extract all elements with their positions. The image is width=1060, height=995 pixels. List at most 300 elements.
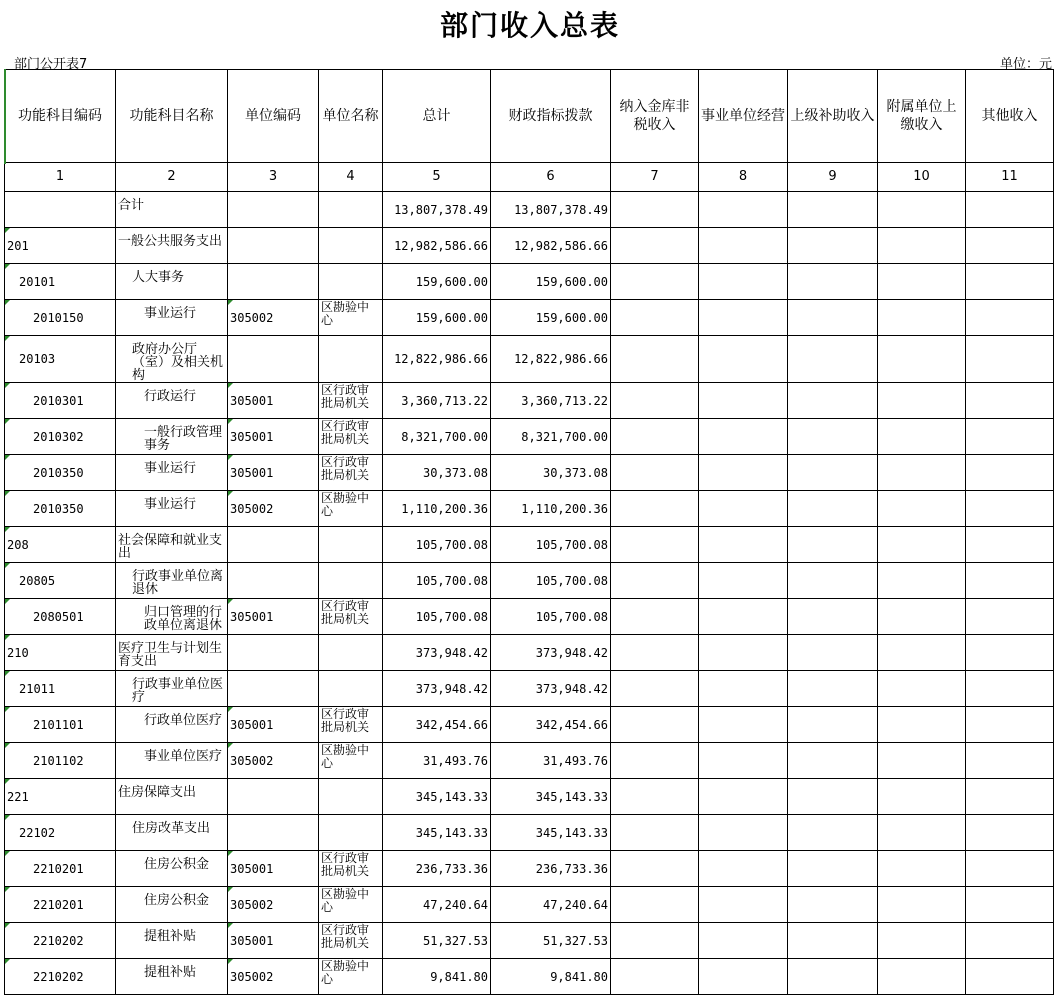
fiscal-allocation-cell[interactable] (491, 851, 611, 887)
table-row[interactable] (5, 192, 1054, 228)
total-cell[interactable] (383, 779, 491, 815)
function-name-cell[interactable] (116, 851, 228, 887)
total-cell[interactable] (383, 671, 491, 707)
table-row[interactable] (5, 300, 1054, 336)
empty-amount-cell[interactable] (966, 527, 1054, 563)
unit-name-cell[interactable] (319, 264, 383, 300)
empty-amount-cell[interactable] (699, 923, 788, 959)
empty-amount-cell[interactable] (966, 959, 1054, 995)
empty-amount-cell[interactable] (699, 815, 788, 851)
total-cell[interactable] (383, 527, 491, 563)
empty-amount-cell[interactable] (699, 455, 788, 491)
fiscal-allocation-cell[interactable] (491, 383, 611, 419)
fiscal-allocation-cell[interactable] (491, 599, 611, 635)
function-code-cell[interactable] (5, 383, 116, 419)
total-cell[interactable] (383, 192, 491, 228)
fiscal-allocation-cell-text: 373,948.42 (535, 681, 608, 696)
fiscal-allocation-cell-text: 31,493.76 (542, 753, 608, 768)
unit-code-cell-text: 305002 (230, 501, 274, 516)
fiscal-allocation-cell[interactable] (491, 635, 611, 671)
fiscal-allocation-cell[interactable] (491, 455, 611, 491)
empty-amount-cell[interactable] (699, 671, 788, 707)
empty-amount-cell[interactable] (611, 192, 699, 228)
empty-amount-cell[interactable] (699, 707, 788, 743)
table-row[interactable] (5, 563, 1054, 599)
empty-amount-cell[interactable] (611, 563, 699, 599)
function-name-cell[interactable] (116, 923, 228, 959)
unit-code-cell[interactable] (228, 923, 319, 959)
function-code-cell[interactable] (5, 923, 116, 959)
function-name-cell[interactable] (116, 887, 228, 923)
table-row[interactable] (5, 923, 1054, 959)
fiscal-allocation-cell[interactable] (491, 228, 611, 264)
unit-name-cell[interactable] (319, 707, 383, 743)
total-cell-text: 47,240.64 (422, 897, 488, 912)
empty-amount-cell[interactable] (966, 228, 1054, 264)
empty-amount-cell[interactable] (966, 599, 1054, 635)
empty-amount-cell[interactable] (878, 563, 966, 599)
unit-code-cell[interactable] (228, 264, 319, 300)
unit-name-cell[interactable] (319, 383, 383, 419)
header-cell: 附属单位上缴收入 (878, 70, 966, 163)
unit-code-cell[interactable] (228, 851, 319, 887)
table-row[interactable] (5, 815, 1054, 851)
empty-amount-cell[interactable] (699, 851, 788, 887)
total-cell[interactable] (383, 491, 491, 527)
empty-amount-cell[interactable] (699, 527, 788, 563)
empty-amount-cell[interactable] (878, 851, 966, 887)
function-code-cell[interactable] (5, 707, 116, 743)
empty-amount-cell[interactable] (788, 923, 878, 959)
total-cell[interactable] (383, 635, 491, 671)
table-row[interactable] (5, 527, 1054, 563)
cell-marker (5, 455, 10, 460)
function-name-cell-text: 提租补贴 (144, 929, 197, 944)
table-row[interactable] (5, 599, 1054, 635)
empty-amount-cell[interactable] (878, 383, 966, 419)
function-name-cell[interactable] (116, 671, 228, 707)
function-name-cell[interactable] (116, 635, 228, 671)
empty-amount-cell[interactable] (878, 192, 966, 228)
total-cell-text: 105,700.08 (415, 537, 488, 552)
fiscal-allocation-cell-text: 8,321,700.00 (521, 429, 608, 444)
empty-amount-cell[interactable] (611, 635, 699, 671)
unit-name-cell[interactable] (319, 491, 383, 527)
empty-amount-cell[interactable] (878, 300, 966, 336)
function-code-cell[interactable] (5, 959, 116, 995)
empty-amount-cell[interactable] (788, 228, 878, 264)
unit-name-cell[interactable] (319, 527, 383, 563)
function-code-cell[interactable] (5, 192, 116, 228)
total-cell[interactable] (383, 383, 491, 419)
empty-amount-cell[interactable] (788, 743, 878, 779)
total-cell[interactable] (383, 887, 491, 923)
empty-amount-cell[interactable] (878, 887, 966, 923)
function-name-cell[interactable] (116, 599, 228, 635)
function-name-cell[interactable] (116, 815, 228, 851)
empty-amount-cell[interactable] (878, 491, 966, 527)
total-cell[interactable] (383, 563, 491, 599)
total-cell[interactable] (383, 300, 491, 336)
function-code-cell[interactable] (5, 336, 116, 383)
fiscal-allocation-cell-text: 12,822,986.66 (514, 352, 608, 366)
column-number: 6 (491, 163, 611, 192)
function-name-cell[interactable] (116, 419, 228, 455)
function-name-cell[interactable] (116, 959, 228, 995)
empty-amount-cell[interactable] (966, 192, 1054, 228)
empty-amount-cell[interactable] (878, 599, 966, 635)
empty-amount-cell[interactable] (878, 264, 966, 300)
unit-code-cell[interactable] (228, 959, 319, 995)
table-row[interactable] (5, 671, 1054, 707)
function-code-cell[interactable] (5, 419, 116, 455)
empty-amount-cell[interactable] (788, 635, 878, 671)
unit-code-cell[interactable] (228, 491, 319, 527)
unit-name-cell[interactable] (319, 959, 383, 995)
empty-amount-cell[interactable] (611, 419, 699, 455)
unit-code-cell[interactable] (228, 192, 319, 228)
function-code-cell[interactable] (5, 671, 116, 707)
empty-amount-cell[interactable] (966, 383, 1054, 419)
empty-amount-cell[interactable] (611, 455, 699, 491)
unit-name-cell[interactable] (319, 887, 383, 923)
empty-amount-cell[interactable] (699, 419, 788, 455)
fiscal-allocation-cell[interactable] (491, 959, 611, 995)
unit-code-cell[interactable] (228, 336, 319, 383)
empty-amount-cell[interactable] (611, 599, 699, 635)
unit-name-cell-text: 区行政审批局机关 (321, 599, 370, 626)
empty-amount-cell[interactable] (699, 959, 788, 995)
total-cell[interactable] (383, 959, 491, 995)
table-row[interactable] (5, 959, 1054, 995)
function-name-cell[interactable] (116, 563, 228, 599)
fiscal-allocation-cell[interactable] (491, 563, 611, 599)
total-cell[interactable] (383, 851, 491, 887)
function-name-cell[interactable] (116, 383, 228, 419)
empty-amount-cell[interactable] (699, 563, 788, 599)
empty-amount-cell[interactable] (699, 491, 788, 527)
fiscal-allocation-cell[interactable] (491, 192, 611, 228)
unit-code-cell[interactable] (228, 887, 319, 923)
fiscal-allocation-cell[interactable] (491, 527, 611, 563)
unit-code-cell[interactable] (228, 419, 319, 455)
empty-amount-cell[interactable] (788, 959, 878, 995)
empty-amount-cell[interactable] (878, 336, 966, 383)
table-row[interactable] (5, 779, 1054, 815)
empty-amount-cell[interactable] (788, 563, 878, 599)
unit-code-cell[interactable] (228, 707, 319, 743)
empty-amount-cell[interactable] (966, 635, 1054, 671)
fiscal-allocation-cell[interactable] (491, 779, 611, 815)
fiscal-allocation-cell-text: 159,600.00 (535, 310, 608, 325)
fiscal-allocation-cell[interactable] (491, 336, 611, 383)
empty-amount-cell[interactable] (699, 228, 788, 264)
empty-amount-cell[interactable] (878, 455, 966, 491)
function-name-cell[interactable] (116, 336, 228, 383)
table-row[interactable] (5, 455, 1054, 491)
header-cell: 财政指标拨款 (491, 70, 611, 163)
empty-amount-cell[interactable] (966, 419, 1054, 455)
function-name-cell[interactable] (116, 779, 228, 815)
function-name-cell[interactable] (116, 228, 228, 264)
empty-amount-cell[interactable] (966, 491, 1054, 527)
function-code-cell[interactable] (5, 851, 116, 887)
total-cell[interactable] (383, 923, 491, 959)
function-code-cell[interactable] (5, 815, 116, 851)
empty-amount-cell[interactable] (611, 336, 699, 383)
unit-code-cell-text: 305001 (230, 429, 274, 444)
unit-code-cell[interactable] (228, 635, 319, 671)
unit-name-cell[interactable] (319, 851, 383, 887)
empty-amount-cell[interactable] (611, 887, 699, 923)
table-row[interactable] (5, 707, 1054, 743)
unit-name-cell[interactable] (319, 336, 383, 383)
table-row[interactable] (5, 228, 1054, 264)
empty-amount-cell[interactable] (966, 743, 1054, 779)
empty-amount-cell[interactable] (878, 815, 966, 851)
total-cell[interactable] (383, 599, 491, 635)
table-row[interactable] (5, 383, 1054, 419)
empty-amount-cell[interactable] (788, 815, 878, 851)
unit-name-cell[interactable] (319, 923, 383, 959)
function-name-cell[interactable] (116, 192, 228, 228)
total-cell[interactable] (383, 815, 491, 851)
table-row[interactable] (5, 851, 1054, 887)
empty-amount-cell[interactable] (788, 264, 878, 300)
function-code-cell[interactable] (5, 455, 116, 491)
empty-amount-cell[interactable] (611, 228, 699, 264)
empty-amount-cell[interactable] (878, 419, 966, 455)
function-code-cell[interactable] (5, 527, 116, 563)
unit-name-cell[interactable] (319, 300, 383, 336)
cell-marker (5, 264, 10, 269)
function-name-cell[interactable] (116, 743, 228, 779)
empty-amount-cell[interactable] (878, 671, 966, 707)
function-name-cell[interactable] (116, 264, 228, 300)
function-name-cell-text: 社会保障和就业支出 (118, 533, 223, 561)
unit-name-cell[interactable] (319, 563, 383, 599)
function-code-cell[interactable] (5, 264, 116, 300)
unit-code-cell[interactable] (228, 815, 319, 851)
total-cell[interactable] (383, 264, 491, 300)
empty-amount-cell[interactable] (611, 923, 699, 959)
empty-amount-cell[interactable] (788, 851, 878, 887)
empty-amount-cell[interactable] (699, 264, 788, 300)
column-number: 3 (228, 163, 319, 192)
function-name-cell-text: 提租补贴 (144, 965, 197, 980)
empty-amount-cell[interactable] (966, 671, 1054, 707)
table-row[interactable] (5, 887, 1054, 923)
total-cell[interactable] (383, 336, 491, 383)
empty-amount-cell[interactable] (966, 851, 1054, 887)
table-row[interactable] (5, 635, 1054, 671)
empty-amount-cell[interactable] (611, 527, 699, 563)
empty-amount-cell[interactable] (788, 419, 878, 455)
total-cell[interactable] (383, 743, 491, 779)
unit-name-cell[interactable] (319, 228, 383, 264)
table-row[interactable] (5, 419, 1054, 455)
empty-amount-cell[interactable] (699, 743, 788, 779)
fiscal-allocation-cell-text: 1,110,200.36 (521, 501, 608, 516)
unit-code-cell[interactable] (228, 743, 319, 779)
empty-amount-cell[interactable] (966, 923, 1054, 959)
fiscal-allocation-cell[interactable] (491, 743, 611, 779)
empty-amount-cell[interactable] (788, 779, 878, 815)
empty-amount-cell[interactable] (966, 887, 1054, 923)
empty-amount-cell[interactable] (878, 743, 966, 779)
column-number: 4 (319, 163, 383, 192)
unit-name-cell[interactable] (319, 815, 383, 851)
empty-amount-cell[interactable] (966, 455, 1054, 491)
column-number: 1 (5, 163, 116, 192)
cell-marker (5, 336, 10, 341)
unit-name-cell[interactable] (319, 635, 383, 671)
empty-amount-cell[interactable] (878, 959, 966, 995)
total-cell[interactable] (383, 228, 491, 264)
cell-marker (5, 527, 10, 532)
table-row[interactable] (5, 336, 1054, 383)
empty-amount-cell[interactable] (788, 455, 878, 491)
function-code-cell[interactable] (5, 635, 116, 671)
empty-amount-cell[interactable] (966, 336, 1054, 383)
unit-name-cell[interactable] (319, 419, 383, 455)
empty-amount-cell[interactable] (611, 383, 699, 419)
empty-amount-cell[interactable] (611, 491, 699, 527)
function-code-cell[interactable] (5, 228, 116, 264)
empty-amount-cell[interactable] (699, 336, 788, 383)
function-name-cell[interactable] (116, 527, 228, 563)
fiscal-allocation-cell[interactable] (491, 923, 611, 959)
empty-amount-cell[interactable] (788, 887, 878, 923)
empty-amount-cell[interactable] (611, 959, 699, 995)
function-name-cell[interactable] (116, 491, 228, 527)
unit-name-cell-text: 区行政审批局机关 (321, 419, 370, 446)
fiscal-allocation-cell[interactable] (491, 300, 611, 336)
function-code-cell[interactable] (5, 743, 116, 779)
empty-amount-cell[interactable] (788, 383, 878, 419)
empty-amount-cell[interactable] (699, 887, 788, 923)
cell-marker (5, 887, 10, 892)
unit-code-cell[interactable] (228, 300, 319, 336)
empty-amount-cell[interactable] (966, 563, 1054, 599)
function-code-cell[interactable] (5, 563, 116, 599)
empty-amount-cell[interactable] (878, 228, 966, 264)
empty-amount-cell[interactable] (788, 707, 878, 743)
unit-code-cell[interactable] (228, 671, 319, 707)
empty-amount-cell[interactable] (611, 707, 699, 743)
total-cell-text: 12,822,986.66 (394, 352, 488, 366)
function-name-cell[interactable] (116, 455, 228, 491)
fiscal-allocation-cell[interactable] (491, 264, 611, 300)
fiscal-allocation-cell[interactable] (491, 707, 611, 743)
empty-amount-cell[interactable] (788, 300, 878, 336)
empty-amount-cell[interactable] (788, 192, 878, 228)
unit-code-cell[interactable] (228, 599, 319, 635)
empty-amount-cell[interactable] (966, 707, 1054, 743)
empty-amount-cell[interactable] (878, 527, 966, 563)
empty-amount-cell[interactable] (878, 707, 966, 743)
empty-amount-cell[interactable] (966, 300, 1054, 336)
total-cell[interactable] (383, 455, 491, 491)
empty-amount-cell[interactable] (966, 815, 1054, 851)
empty-amount-cell[interactable] (611, 743, 699, 779)
empty-amount-cell[interactable] (788, 491, 878, 527)
function-code-cell[interactable] (5, 599, 116, 635)
empty-amount-cell[interactable] (699, 300, 788, 336)
fiscal-allocation-cell[interactable] (491, 671, 611, 707)
unit-name-cell[interactable] (319, 192, 383, 228)
cell-marker (5, 300, 10, 305)
empty-amount-cell[interactable] (788, 599, 878, 635)
unit-code-cell[interactable] (228, 383, 319, 419)
cell-marker (5, 419, 10, 424)
unit-code-cell[interactable] (228, 455, 319, 491)
function-code-cell[interactable] (5, 779, 116, 815)
empty-amount-cell[interactable] (611, 815, 699, 851)
unit-name-cell-text: 区勘验中心 (321, 887, 370, 914)
function-name-cell[interactable] (116, 707, 228, 743)
empty-amount-cell[interactable] (878, 923, 966, 959)
total-cell[interactable] (383, 707, 491, 743)
fiscal-allocation-cell[interactable] (491, 491, 611, 527)
empty-amount-cell[interactable] (878, 779, 966, 815)
table-row[interactable] (5, 743, 1054, 779)
empty-amount-cell[interactable] (699, 635, 788, 671)
empty-amount-cell[interactable] (788, 336, 878, 383)
unit-code-cell[interactable] (228, 779, 319, 815)
unit-code-cell[interactable] (228, 527, 319, 563)
total-cell[interactable] (383, 419, 491, 455)
empty-amount-cell[interactable] (788, 527, 878, 563)
empty-amount-cell[interactable] (699, 599, 788, 635)
table-row[interactable] (5, 264, 1054, 300)
unit-name-cell[interactable] (319, 779, 383, 815)
unit-code-cell-text: 305002 (230, 310, 274, 325)
function-code-cell[interactable] (5, 887, 116, 923)
function-name-cell-text: 住房公积金 (144, 857, 210, 872)
fiscal-allocation-cell-text: 13,807,378.49 (514, 202, 608, 217)
table-row[interactable] (5, 491, 1054, 527)
unit-name-cell[interactable] (319, 743, 383, 779)
empty-amount-cell[interactable] (611, 779, 699, 815)
empty-amount-cell[interactable] (611, 300, 699, 336)
empty-amount-cell[interactable] (611, 671, 699, 707)
function-code-cell-text: 2101101 (33, 717, 84, 732)
empty-amount-cell[interactable] (699, 192, 788, 228)
fiscal-allocation-cell[interactable] (491, 887, 611, 923)
unit-code-cell[interactable] (228, 563, 319, 599)
function-code-cell-text: 2080501 (33, 609, 84, 624)
unit-name-cell[interactable] (319, 671, 383, 707)
unit-name-cell[interactable] (319, 455, 383, 491)
empty-amount-cell[interactable] (878, 635, 966, 671)
unit-name-cell[interactable] (319, 599, 383, 635)
empty-amount-cell[interactable] (611, 264, 699, 300)
empty-amount-cell[interactable] (699, 779, 788, 815)
header-cell: 纳入金库非税收入 (611, 70, 699, 163)
empty-amount-cell[interactable] (788, 671, 878, 707)
fiscal-allocation-cell[interactable] (491, 815, 611, 851)
empty-amount-cell[interactable] (966, 264, 1054, 300)
empty-amount-cell[interactable] (699, 383, 788, 419)
fiscal-allocation-cell[interactable] (491, 419, 611, 455)
empty-amount-cell[interactable] (966, 779, 1054, 815)
empty-amount-cell[interactable] (611, 851, 699, 887)
function-name-cell[interactable] (116, 300, 228, 336)
function-code-cell[interactable] (5, 300, 116, 336)
function-code-cell[interactable] (5, 491, 116, 527)
unit-code-cell[interactable] (228, 228, 319, 264)
